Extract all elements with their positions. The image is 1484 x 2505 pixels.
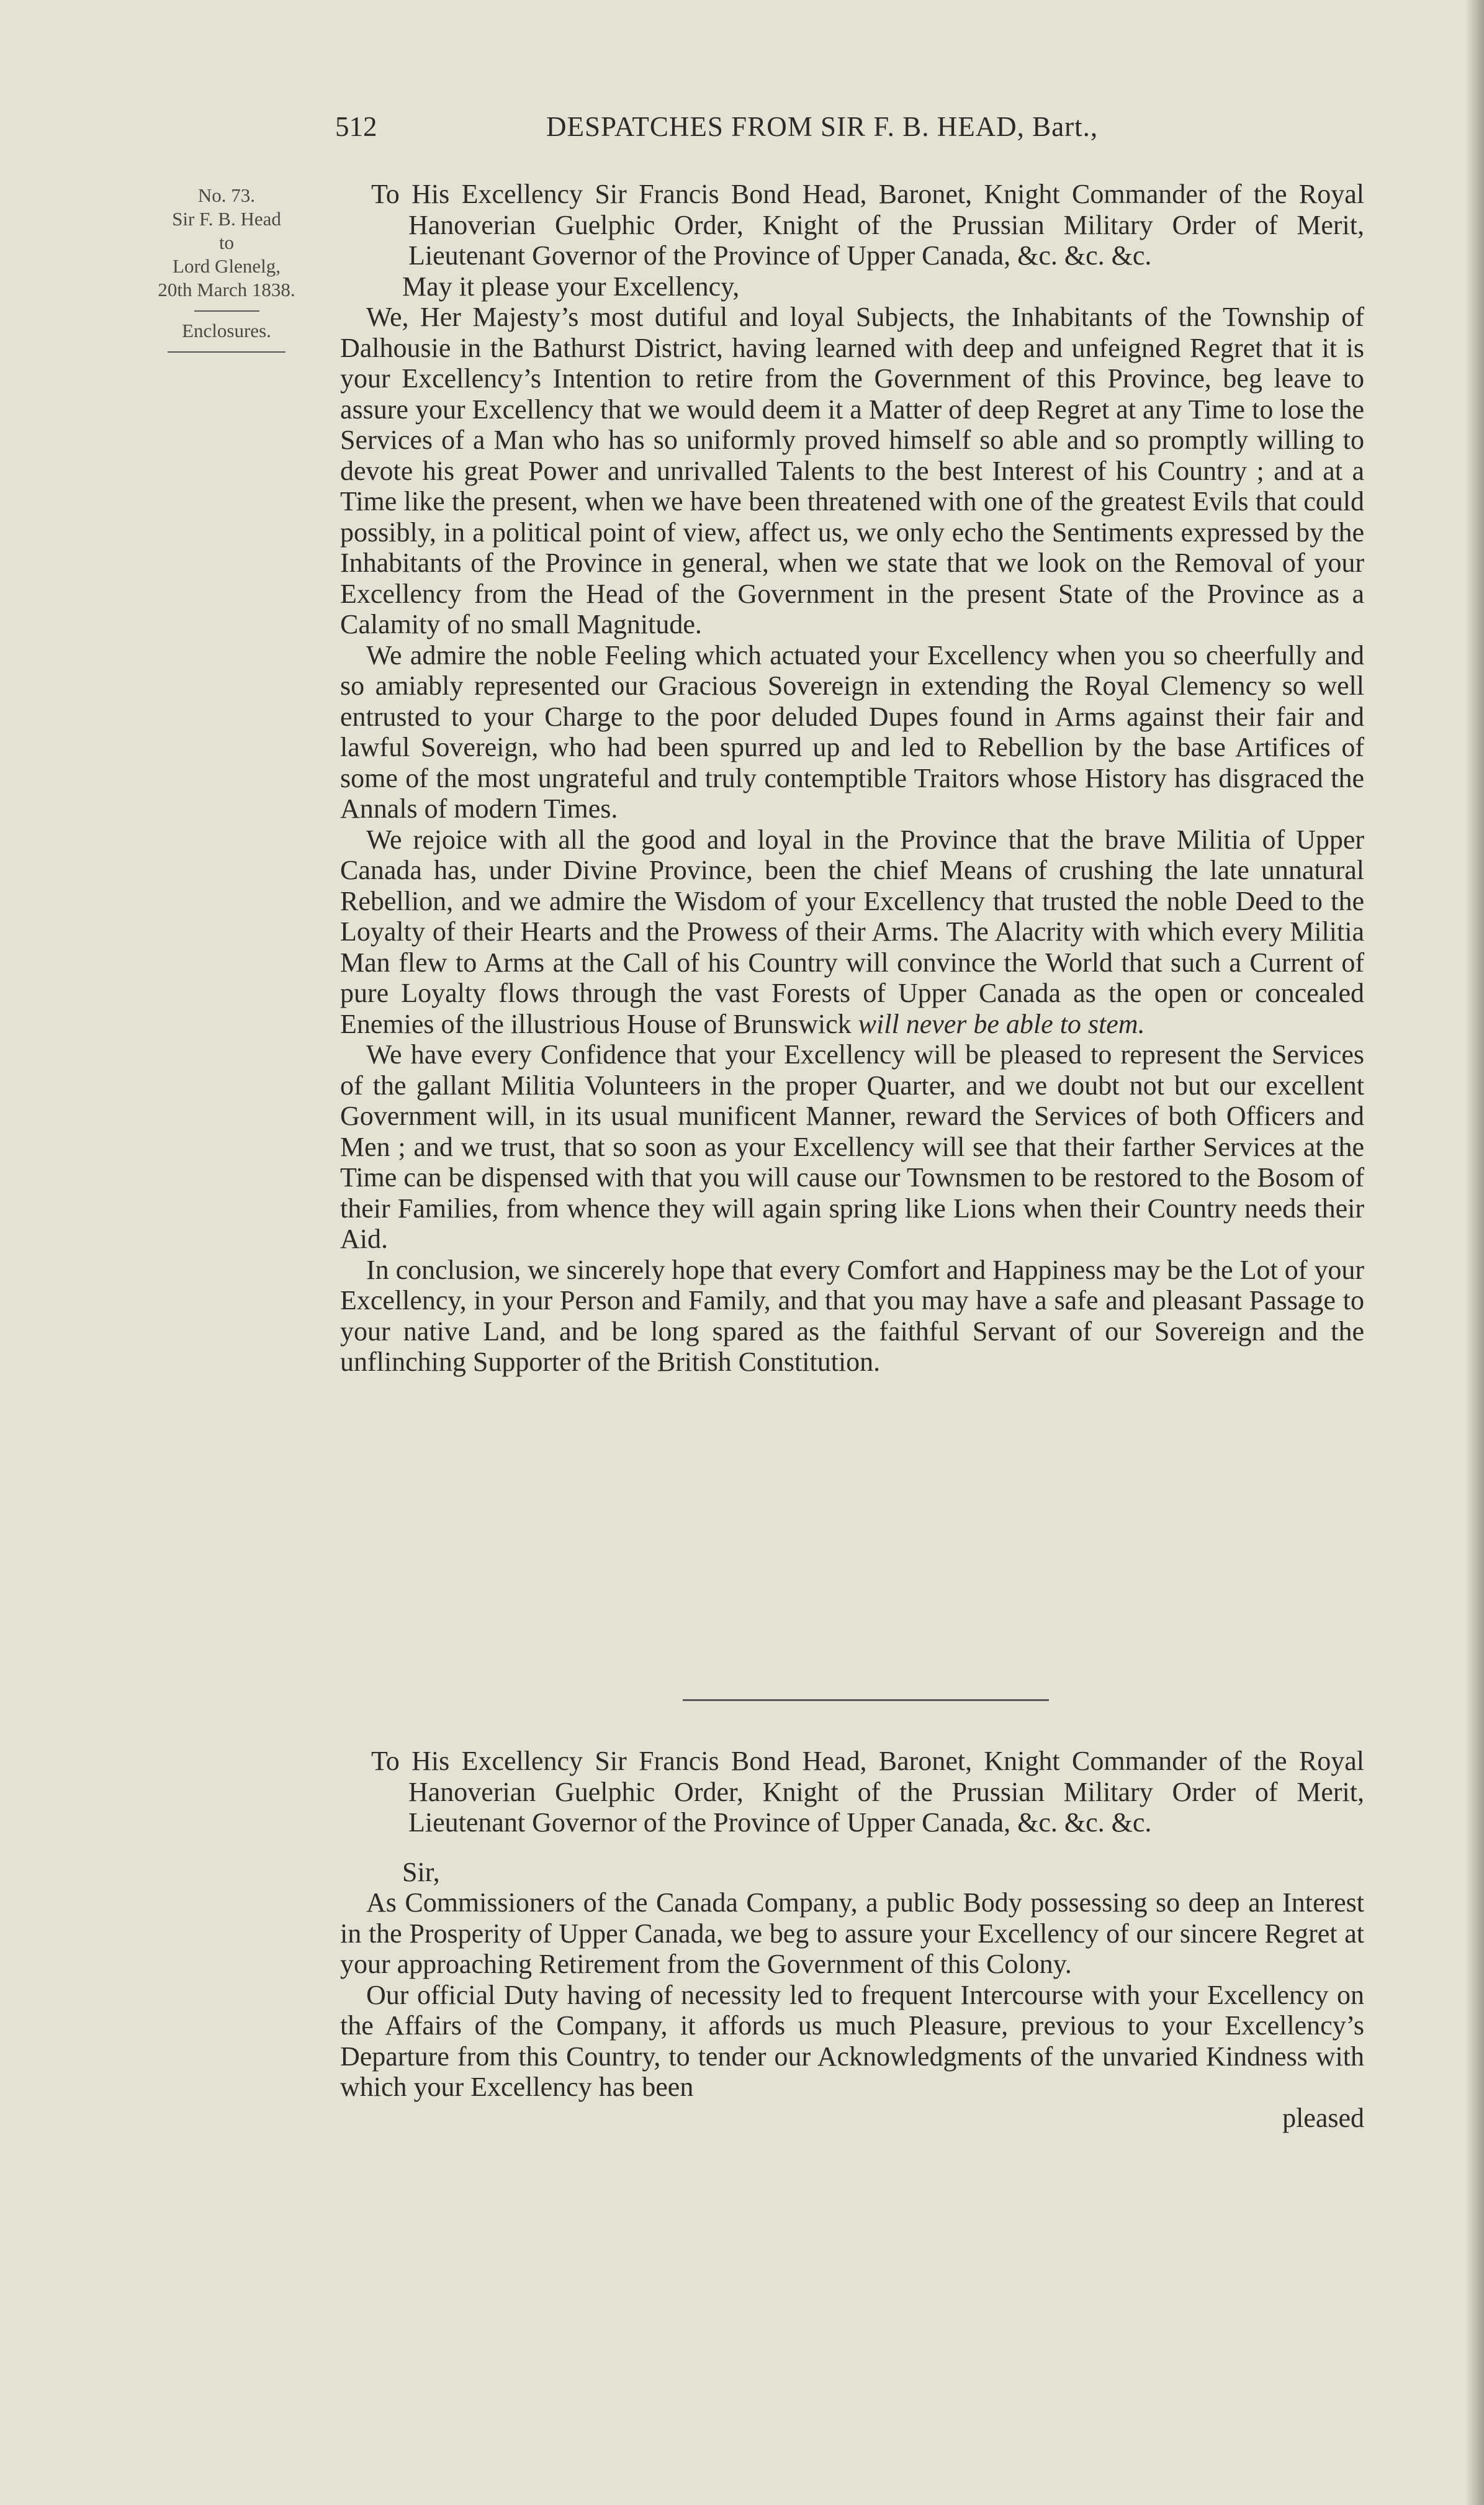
paragraph: Our official Duty having of necessity led to frequent Intercourse with your Excellency on the Affairs of the Company, it affords us much Pleasure, previous to your Excellency’s Departure from this Country, to tender our Acknowledgments of the unvaried Kindness with which your Excellency has been (340, 1979, 1364, 2102)
despatch-number: No. 73. (197, 184, 256, 206)
address-heading: To His Excellency Sir Francis Bond Head, Baronet, Knight Commander of the Royal Hanoverian Guelphic Order, Knight of the Prussian Military Order of Merit, Lieutenant Governor of the Province of Upper Canada, &c. &c. &c. (371, 1746, 1364, 1838)
address-canada-company (340, 1746, 1364, 2133)
militia-text: We rejoice with all the good and loyal in the Province that the brave Militia of Upper Canada has, under Divine Province, been the chief Means of crushing the late unnatural Rebellion, and we admire the Wisdom of your Excellency that trusted the noble Deed to the Loyalty of their Hearts and the Prowess of their Arms. The Alacrity with which every Militia Man flew to Arms at the Call of his Country will convince the World that such a Current of pure Loyalty flows through the vast Forests of Upper Canada as the open or concealed Enemies of the illustrious House of Brunswick (340, 824, 1364, 1039)
section-divider (683, 1699, 1049, 1701)
page-edge-shadow (1465, 0, 1484, 2505)
margin-rule (168, 351, 286, 353)
paragraph: In conclusion, we sincerely hope that every Comfort and Happiness may be the Lot of your Excellency, in your Person and Family, and that you may have a safe and pleasant Passage to your native Land, and be long spared as the faithful Servant of our Sovereign and the unflinching Supporter of the British Constitution. (340, 1254, 1364, 1377)
running-head: DESPATCHES FROM SIR F. B. HEAD, Bart., (546, 111, 1099, 142)
margin-rule (194, 310, 259, 312)
despatch-to-word: to (218, 232, 235, 253)
despatch-from: Sir F. B. Head (172, 208, 281, 230)
paragraph: As Commissioners of the Canada Company, a public Body possessing so deep an Interest in the Prosperity of Upper Canada, we beg to assure your Excellency of our sincere Regret at your approaching Retirement from the Government of this Colony. (340, 1887, 1364, 1979)
address-dalhousie (340, 179, 1364, 1378)
salutation: May it please your Excellency, (402, 271, 740, 302)
margin-note (143, 184, 310, 353)
paragraph: We, Her Majesty’s most dutiful and loyal Subjects, the Inhabitants of the Township of Dalhousie in the Bathurst District, having learned with deep and unfeigned Regret that it is your Excellency’s Intention to retire from the Government of this Province, beg leave to assure your Excellency that we would deem it a Matter of deep Regret at any Time to lose the Services of a Man who has so uniformly proved himself so able and so promptly willing to devote his great Power and unrivalled Talents to the best Interest of his Country ; and at a Time like the present, when we have been threatened with one of the greatest Evils that could possibly, in a political point of view, affect us, we only echo the Sentiments expressed by the Inhabitants of the Province in general, when we state that we look on the Removal of your Excellency from the Head of the Government in the present State of the Province as a Calamity of no small Magnitude. (340, 302, 1364, 639)
salutation: Sir, (402, 1856, 440, 1887)
address-heading: To His Excellency Sir Francis Bond Head, Baronet, Knight Commander of the Royal Hanoverian Guelphic Order, Knight of the Prussian Military Order of Merit, Lieutenant Governor of the Province of Upper Canada, &c. &c. &c. (371, 179, 1364, 271)
page-number: 512 (335, 111, 377, 142)
paragraph: We have every Confidence that your Excellency will be pleased to represent the Services of the gallant Militia Volunteers in the proper Quarter, and we doubt not but our excellent Government will, in its usual munificent Manner, reward the Services of both Officers and Men ; and we trust, that so soon as your Excellency will see that their farther Services at the Time can be dispensed with that you will cause our Townsmen to be restored to the Bosom of their Families, from whence they will again spring like Lions when their Country needs their Aid. (340, 1039, 1364, 1254)
catchword: pleased (1282, 2102, 1364, 2133)
enclosures-label: Enclosures. (182, 320, 271, 341)
despatch-recipient: Lord Glenelg, (173, 255, 281, 277)
paragraph-militia (340, 824, 1364, 1040)
italic-phrase: will never be able to stem. (858, 1008, 1145, 1039)
paragraph: We admire the noble Feeling which actuated your Excellency when you so cheerfully and so amiably represented our Gracious Sovereign in extending the Royal Clemency so well entrusted to your Charge to the poor deluded Dupes found in Arms against their fair and lawful Sovereign, who had been spurred up and led to Rebellion by the base Artifices of some of the most ungrateful and truly contemptible Traitors whose History has disgraced the Annals of modern Times. (340, 639, 1364, 824)
page-header (335, 111, 1365, 148)
despatch-date: 20th March 1838. (158, 279, 295, 300)
